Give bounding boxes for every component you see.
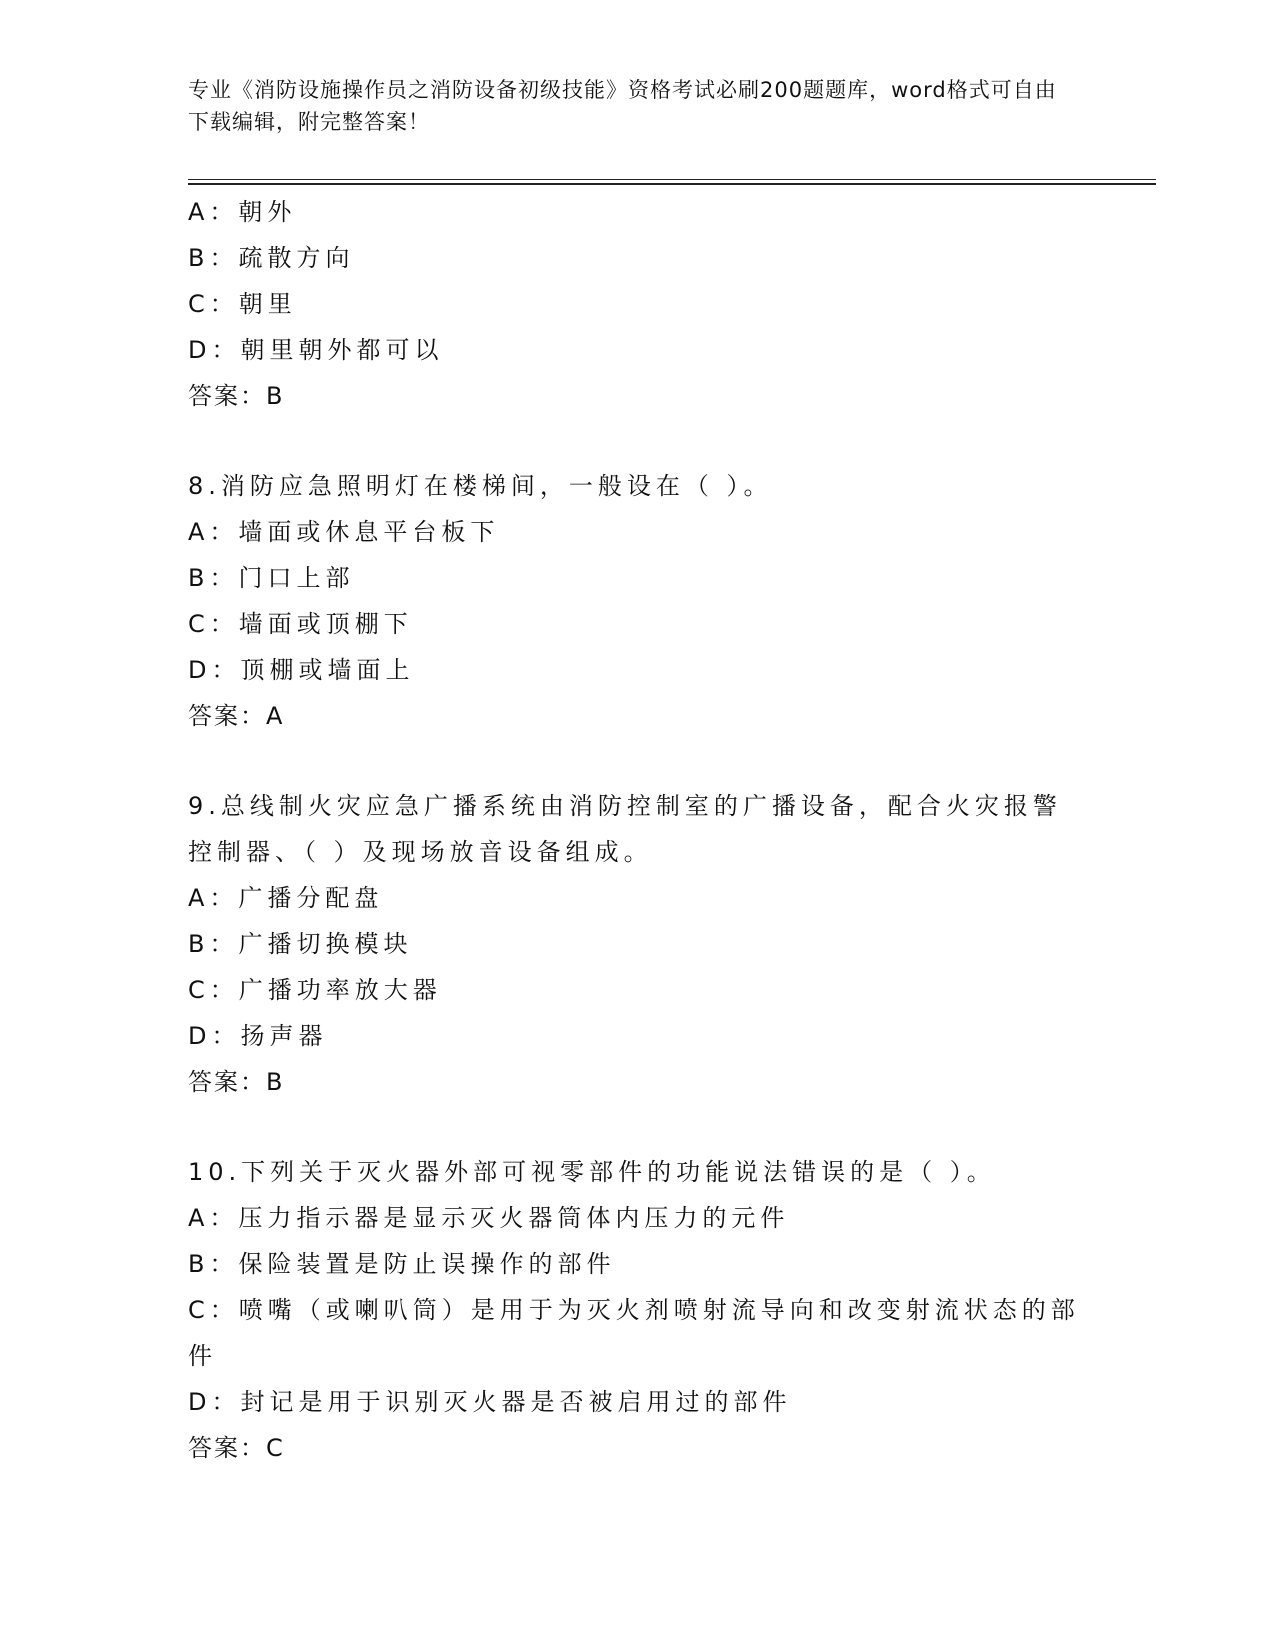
option-c: C：喷嘴（或喇叭筒）是用于为灭火剂喷射流导向和改变射流状态的部件 [188, 1296, 1080, 1370]
header-rule-thin [188, 179, 1156, 180]
question-8 [188, 463, 1088, 739]
answer: 答案：B [188, 382, 285, 410]
option-d: D：扬声器 [188, 1022, 328, 1050]
answer: 答案：B [188, 1068, 285, 1096]
option-a: A：墙面或休息平台板下 [188, 518, 500, 546]
answer: 答案：A [188, 702, 285, 730]
question-list [188, 189, 1088, 1471]
option-c: C：朝里 [188, 290, 297, 318]
option-b: B：广播切换模块 [188, 930, 413, 958]
option-d: D：封记是用于识别灭火器是否被启用过的部件 [188, 1388, 792, 1416]
question-text: 9.总线制火灾应急广播系统由消防控制室的广播设备，配合火灾报警控制器、（ ）及现场放音设备组成。 [188, 792, 1062, 866]
question-text: 8.消防应急照明灯在楼梯间，一般设在（ ）。 [188, 472, 773, 500]
question-7-continued [188, 189, 1088, 419]
option-c: C：广播功率放大器 [188, 976, 442, 1004]
document-header: 专业《消防设施操作员之消防设备初级技能》资格考试必刷200题题库，word格式可自由下载编辑，附完整答案！ [188, 78, 1057, 134]
option-d: D：朝里朝外都可以 [188, 336, 444, 364]
option-a: A：压力指示器是显示灭火器筒体内压力的元件 [188, 1204, 790, 1232]
question-text: 10.下列关于灭火器外部可视零部件的功能说法错误的是（ ）。 [188, 1158, 996, 1186]
option-b: B：疏散方向 [188, 244, 355, 272]
question-10 [188, 1149, 1088, 1471]
question-9 [188, 783, 1088, 1105]
option-a: A：朝外 [188, 198, 297, 226]
option-b: B：门口上部 [188, 564, 355, 592]
header-rule-thick [188, 183, 1156, 185]
option-a: A：广播分配盘 [188, 884, 384, 912]
option-b: B：保险装置是防止误操作的部件 [188, 1250, 616, 1278]
answer: 答案：C [188, 1434, 285, 1462]
option-c: C：墙面或顶棚下 [188, 610, 413, 638]
option-d: D：顶棚或墙面上 [188, 656, 415, 684]
